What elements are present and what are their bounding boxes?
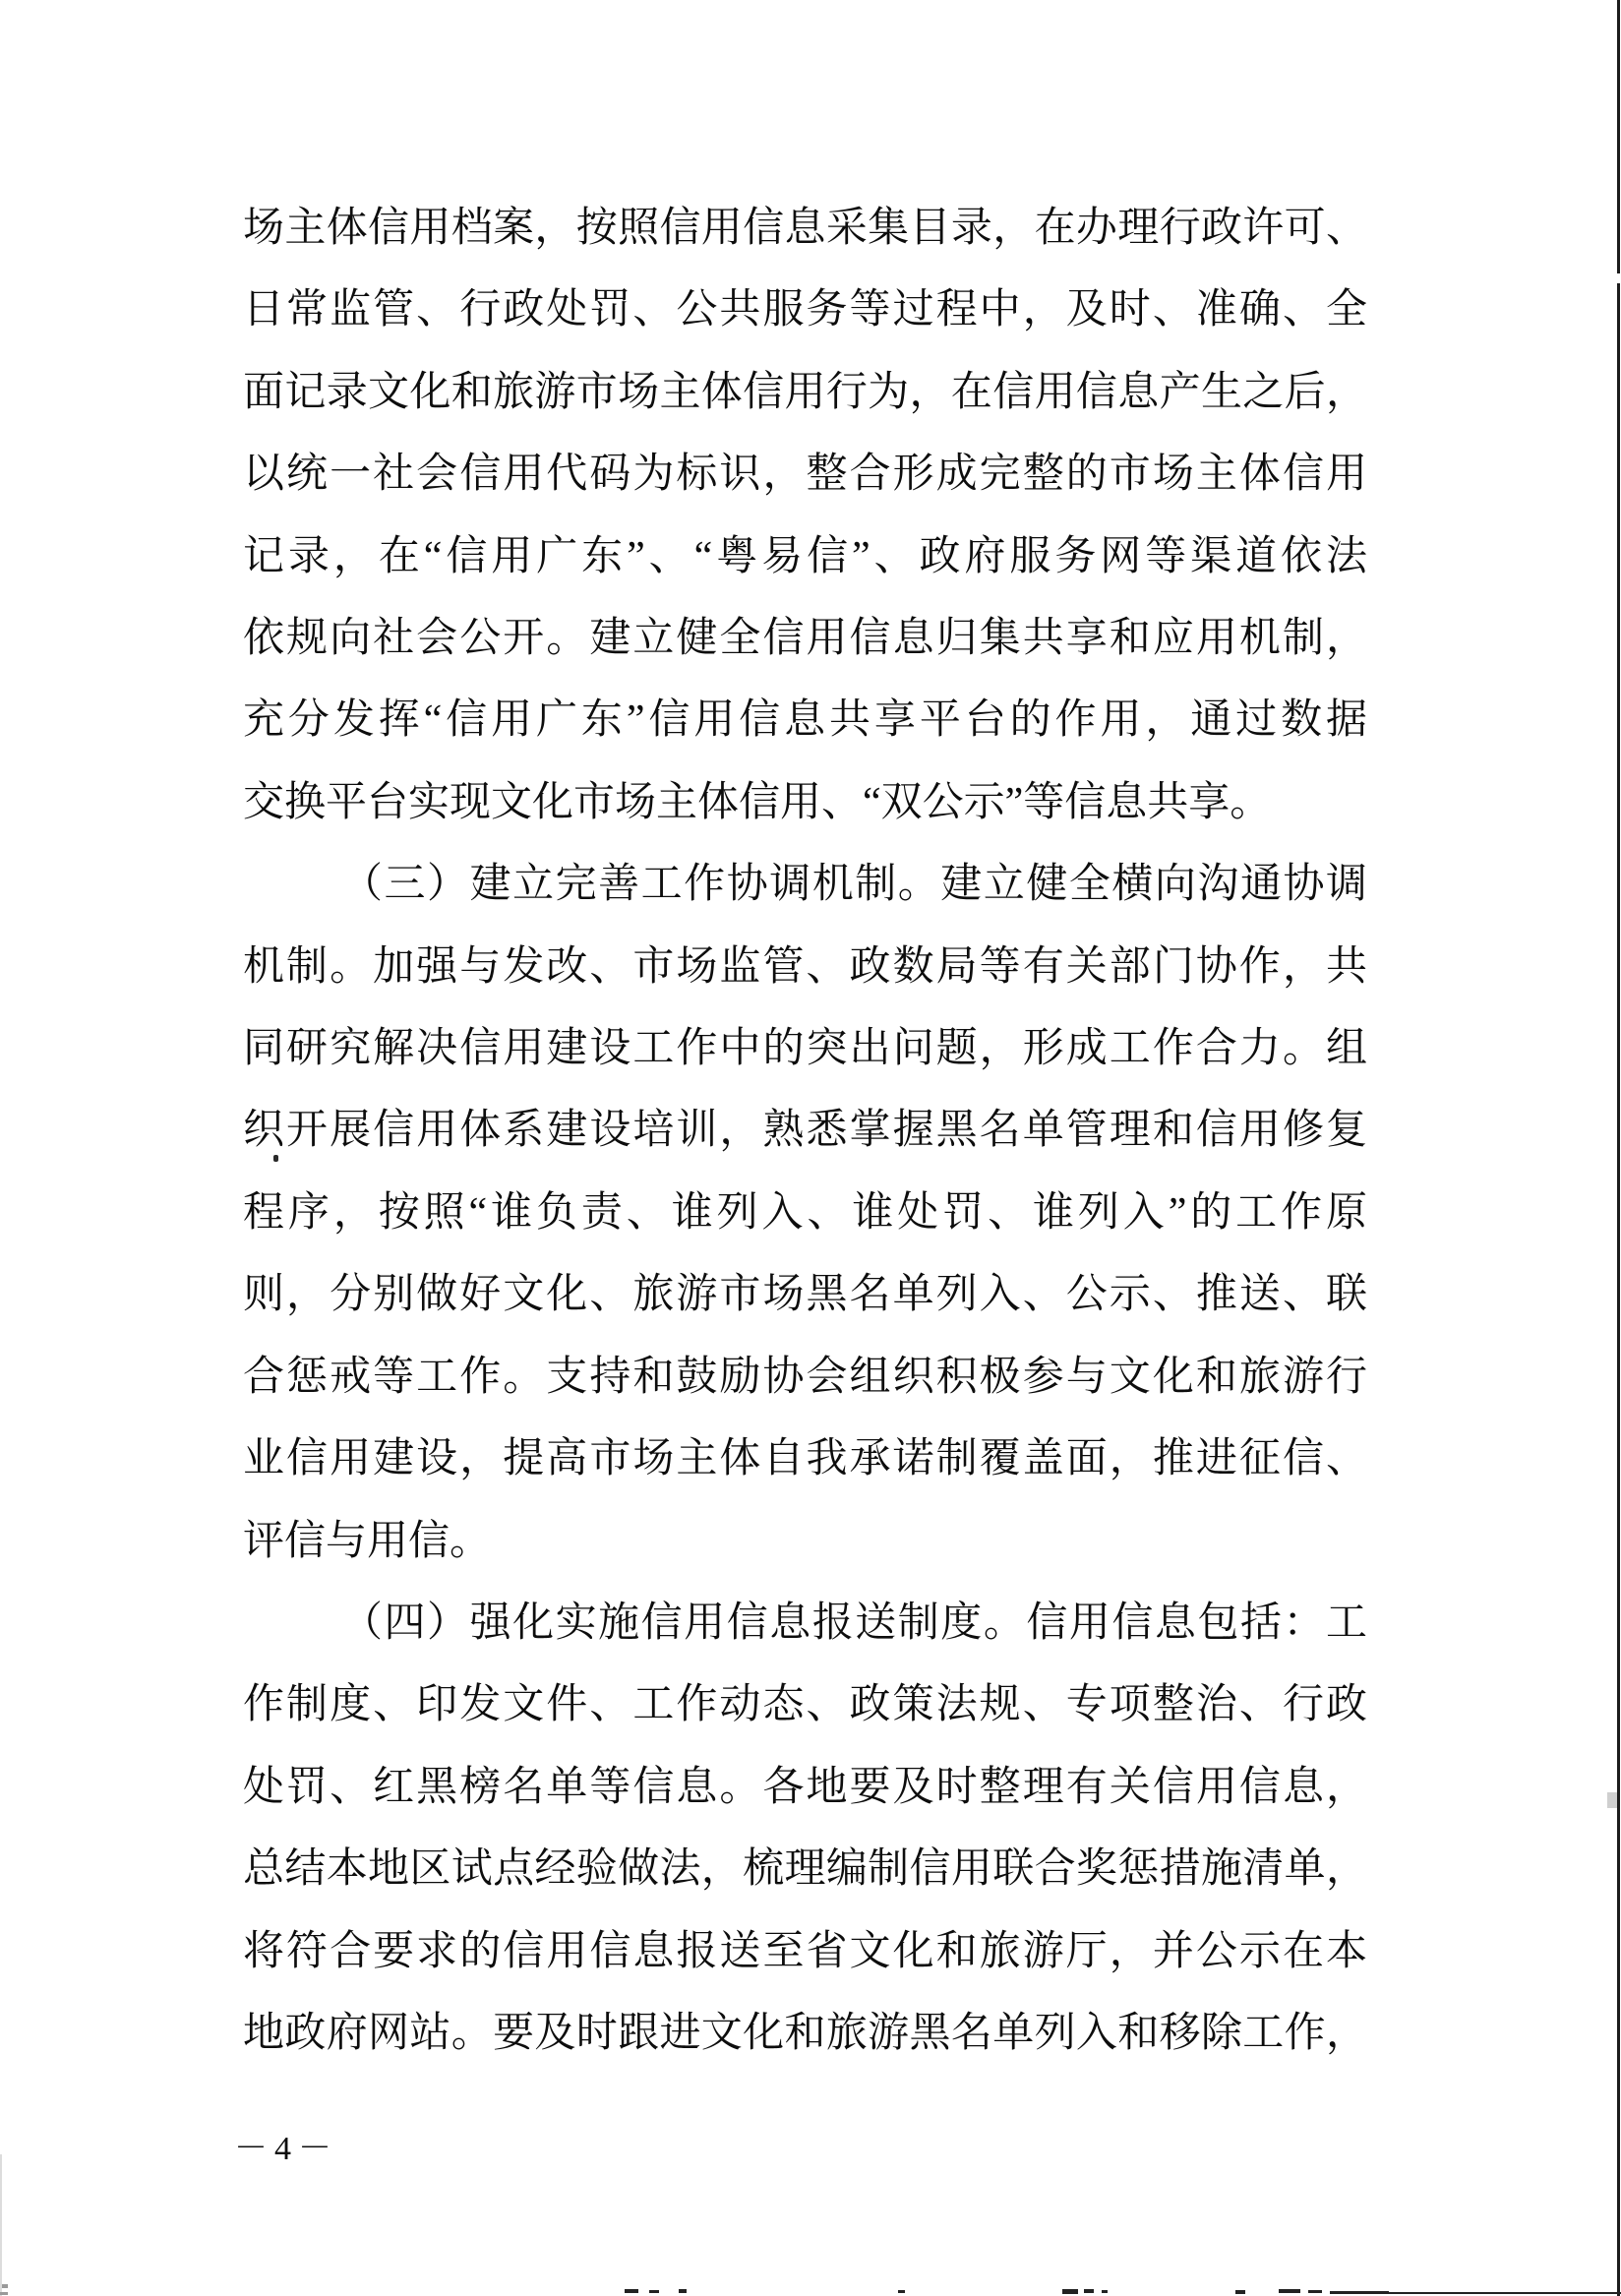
text-line: 依规向社会公开。建立健全信用信息归集共享和应用机制， — [243, 616, 1367, 662]
text-line: 充分发挥“信用广东”信用信息共享平台的作用，通过数据 — [243, 697, 1367, 744]
scan-stray-dot — [273, 1155, 278, 1162]
text-line: 处罚、红黑榜名单等信息。各地要及时整理有关信用信息， — [243, 1764, 1367, 1810]
scan-speck — [1062, 2289, 1078, 2294]
text-line: 机制。加强与发改、市场监管、政数局等有关部门协作，共 — [243, 943, 1367, 990]
scan-speck — [2, 2284, 8, 2288]
scan-speck — [625, 2289, 638, 2293]
scan-speck — [1308, 2290, 1322, 2293]
text-line: 程序，按照“谁负责、谁列入、谁处罚、谁列入”的工作原 — [243, 1189, 1367, 1236]
scan-speck — [1279, 2289, 1300, 2293]
text-line: 总结本地区试点经验做法，梳理编制信用联合奖惩措施清单， — [243, 1846, 1367, 1893]
text-line: 评信与用信。 — [243, 1518, 492, 1564]
text-line: 场主体信用档案，按照信用信息采集目录，在办理行政许可、 — [243, 206, 1367, 251]
scan-speck — [679, 2289, 687, 2293]
text-line: 业信用建设，提高市场主体自我承诺制覆盖面，推进征信、 — [243, 1436, 1367, 1482]
text-line: 记录，在“信用广东”、“粤易信”、政府服务网等渠道依法 — [243, 533, 1367, 579]
text-line: 地政府网站。要及时跟进文化和旅游黑名单列入和移除工作， — [243, 2010, 1367, 2056]
scan-smudge — [1607, 1792, 1617, 1808]
scan-speck — [1102, 2290, 1108, 2293]
text-line: 合惩戒等工作。支持和鼓励协会组织积极参与文化和旅游行 — [243, 1354, 1367, 1400]
text-line: 面记录文化和旅游市场主体信用行为，在信用信息产生之后， — [243, 369, 1367, 415]
scan-speck — [1084, 2289, 1094, 2293]
scan-speck — [1389, 2292, 1621, 2294]
text-line: 同研究解决信用建设工作中的突出问题，形成工作合力。组 — [243, 1026, 1367, 1072]
text-line: 交换平台实现文化市场主体信用、“双公示”等信息共享。 — [243, 779, 1272, 825]
text-line: 将符合要求的信用信息报送至省文化和旅游厅，并公示在本 — [243, 1928, 1367, 1974]
scan-edge-notch — [1616, 273, 1621, 283]
text-line: 作制度、印发文件、工作动态、政策法规、专项整治、行政 — [243, 1682, 1367, 1728]
text-line: 以统一社会信用代码为标识，整合形成完整的市场主体信用 — [243, 452, 1367, 498]
scan-left-edge — [0, 2154, 2, 2296]
scan-speck — [898, 2290, 905, 2293]
document-text — [243, 188, 1367, 2075]
scan-speck — [1235, 2290, 1245, 2294]
text-line: （三）建立完善工作协调机制。建立健全横向沟通协调 — [341, 862, 1367, 908]
text-line: 则，分别做好文化、旅游市场黑名单列入、公示、推送、联 — [243, 1272, 1367, 1318]
scan-speck — [649, 2290, 659, 2293]
page-number: －4－ — [234, 2131, 338, 2167]
scan-speck — [1330, 2291, 1389, 2294]
text-line: （四）强化实施信用信息报送制度。信用信息包括：工 — [341, 1600, 1367, 1646]
scan-edge-line — [1617, 0, 1620, 2296]
scan-speck — [0, 2292, 8, 2295]
text-line: 织开展信用体系建设培训，熟悉掌握黑名单管理和信用修复 — [243, 1108, 1367, 1154]
text-line: 日常监管、行政处罚、公共服务等过程中，及时、准确、全 — [243, 287, 1367, 333]
